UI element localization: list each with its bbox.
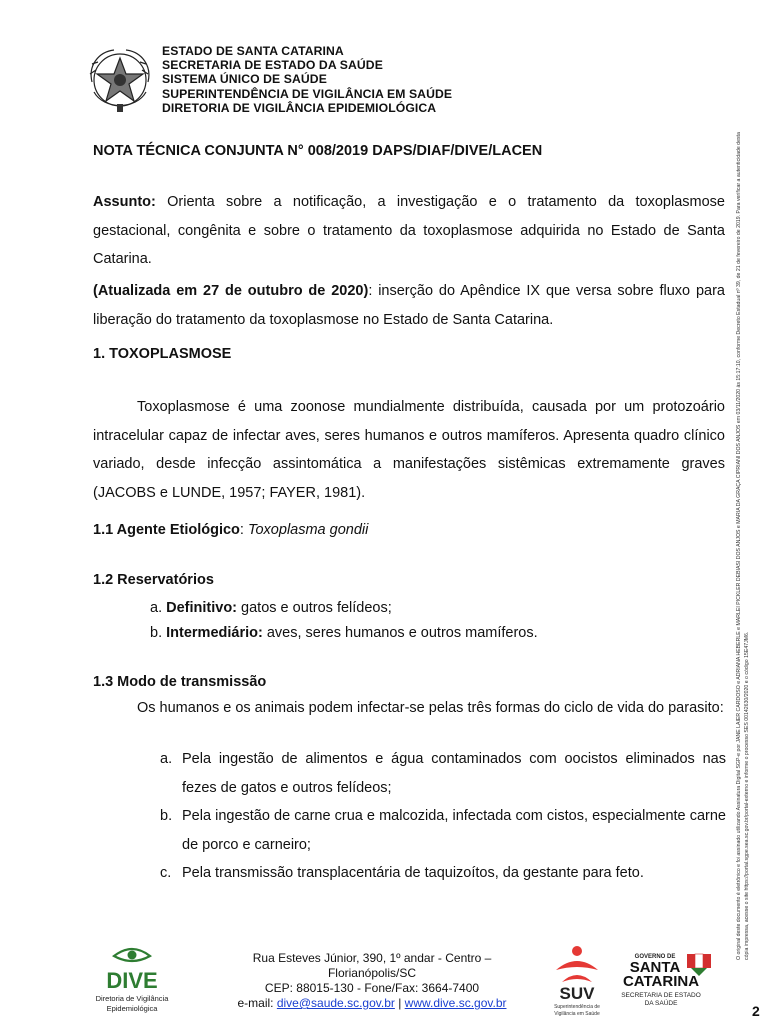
email-link[interactable]: dive@saude.sc.gov.br [276, 996, 395, 1010]
subject-text: Orienta sobre a notificação, a investigação e o tratamento da toxoplasmose gestacional, congênita e sobre o tratamento da toxoplasmose adquirida no Estado de Santa Catarina. [93, 194, 725, 267]
santa-catarina-government-logo [617, 950, 717, 1010]
address-line-1: Rua Esteves Júnior, 390, 1º andar - Centro – [252, 951, 492, 965]
transmission-list [160, 745, 726, 888]
update-text: : inserção do Apêndice IX que versa sobre fluxo para liberação do tratamento da toxoplasmose no Estado de Santa Catarina. [93, 283, 725, 328]
list-marker: b. [150, 625, 163, 641]
list-item [160, 802, 726, 859]
list-marker: b. [160, 808, 173, 824]
dive-logo-name: DIVE [106, 968, 158, 993]
sc-logo-top: GOVERNO DE [634, 954, 676, 960]
header-line-system: SISTEMA ÚNICO DE SAÚDE [162, 72, 327, 87]
dive-logo-sub1: Diretoria de Vigilância [95, 994, 169, 1003]
list-marker: a. [160, 751, 173, 767]
agent-value: Toxoplasma gondii [247, 522, 369, 538]
address-line-2: Florianópolis/SC [327, 966, 417, 980]
dive-logo-sub2: Epidemiológica [106, 1004, 158, 1013]
note-title: NOTA TÉCNICA CONJUNTA N° 008/2019 DAPS/DIAF/DIVE/LACEN [93, 143, 543, 159]
suv-logo-sub2: Vigilância em Saúde [554, 1011, 600, 1017]
section-intro-paragraph: Toxoplasmose é uma zoonose mundialmente distribuída, causada por um protozoário intracelular capaz de infectar aves, seres humanos e outros mamíferos. Apresenta quadro clínico variado, desde infecção assintomática a manifestações sistêmicas extremamente graves (JACOBS e LUNDE, 1957; FAYER, 1981). [93, 399, 725, 501]
dive-logo [94, 944, 172, 1016]
list-item [150, 596, 538, 621]
sc-logo-sub1: SECRETARIA DE ESTADO [621, 992, 701, 999]
footer-address [222, 951, 522, 1011]
list-marker: a. [150, 600, 163, 616]
header-institution-lines [162, 44, 452, 115]
contact-separator: | [394, 996, 405, 1010]
list-item [160, 859, 726, 888]
address-line-3: CEP: 88015-130 - Fone/Fax: 3664-7400 [264, 981, 480, 995]
transmission-intro: Os humanos e os animais podem infectar-se pelas três formas do ciclo de vida do parasito: [137, 700, 724, 716]
list-item-text: Pela ingestão de carne crua e malcozida, infectada com cistos, especialmente carne de porco e carneiro; [182, 808, 726, 853]
suv-logo-name: SUV [559, 984, 595, 1003]
list-item-text: Pela ingestão de alimentos e água contaminados com oocistos eliminados nas fezes de gatos e outros felídeos; [182, 751, 726, 796]
digital-signature-note: O original deste documento é eletrônico e foi assinado utilizando Assinatura Digital SGP-e por JANE LAIER CARDOSO e ADRIANA HEBERLE e MARLEI PICKLER DEBIASI DOS ANJOS e MARIA DA GRAÇA CIPRIANI DOS ANJOS em 03/11/2020 às 15:17:10, conforme Decreto Estadual nº 39, de 21 de fevereiro de 2019. Para verificar a autenticidade desta cópia impressa, acesse o site https://portal.sgpe.sea.sc.gov.br/portal-externo e informe o processo SES 00142630/2020 e o código 15E47JM6. [736, 132, 750, 960]
subject-paragraph [93, 188, 725, 274]
list-marker: c. [160, 865, 172, 881]
suv-figure-icon [556, 946, 598, 982]
sc-logo-sub2: DA SAÚDE [644, 1000, 678, 1007]
email-label: e-mail: [237, 996, 277, 1010]
agent-label: 1.1 Agente Etiológico [93, 522, 240, 538]
state-coat-of-arms-icon [84, 44, 156, 116]
agent-sep: : [239, 522, 248, 538]
subject-label: Assunto: [93, 194, 156, 210]
transmission-heading: 1.3 Modo de transmissão [93, 674, 267, 690]
list-item-label: Definitivo: [166, 600, 238, 616]
header-line-state: ESTADO DE SANTA CATARINA [162, 44, 344, 58]
list-item [150, 621, 538, 646]
section-heading-toxoplasmose: 1. TOXOPLASMOSE [93, 346, 232, 362]
list-item-text: Pela transmissão transplacentária de taquizoítos, da gestante para feto. [182, 865, 644, 881]
list-item-text: gatos e outros felídeos; [237, 600, 392, 616]
header-line-superintendence: SUPERINTENDÊNCIA DE VIGILÂNCIA EM SAÚDE [162, 86, 453, 101]
reservoirs-list [150, 596, 538, 646]
list-item-text: aves, seres humanos e outros mamíferos. [262, 625, 538, 641]
header-line-directorate: DIRETORIA DE VIGILÂNCIA EPIDEMIOLÓGICA [162, 100, 437, 115]
sc-logo-name2: CATARINA [622, 973, 700, 990]
contact-line [222, 996, 522, 1011]
sc-logo-name1: SANTA [629, 959, 681, 976]
list-item-label: Intermediário: [166, 625, 263, 641]
agent-line [93, 522, 368, 538]
reservoirs-heading: 1.2 Reservatórios [93, 572, 214, 588]
update-label: (Atualizada em 27 de outubro de 2020) [93, 283, 369, 299]
page-number: 2 [752, 1003, 760, 1019]
header-line-secretariat: SECRETARIA DE ESTADO DA SAÚDE [162, 58, 383, 73]
list-item [160, 745, 726, 802]
suv-logo [548, 944, 606, 1018]
website-link[interactable]: www.dive.sc.gov.br [404, 996, 507, 1010]
suv-logo-sub1: Superintendência de [554, 1004, 600, 1010]
update-paragraph [93, 277, 725, 334]
eye-icon [114, 949, 150, 961]
